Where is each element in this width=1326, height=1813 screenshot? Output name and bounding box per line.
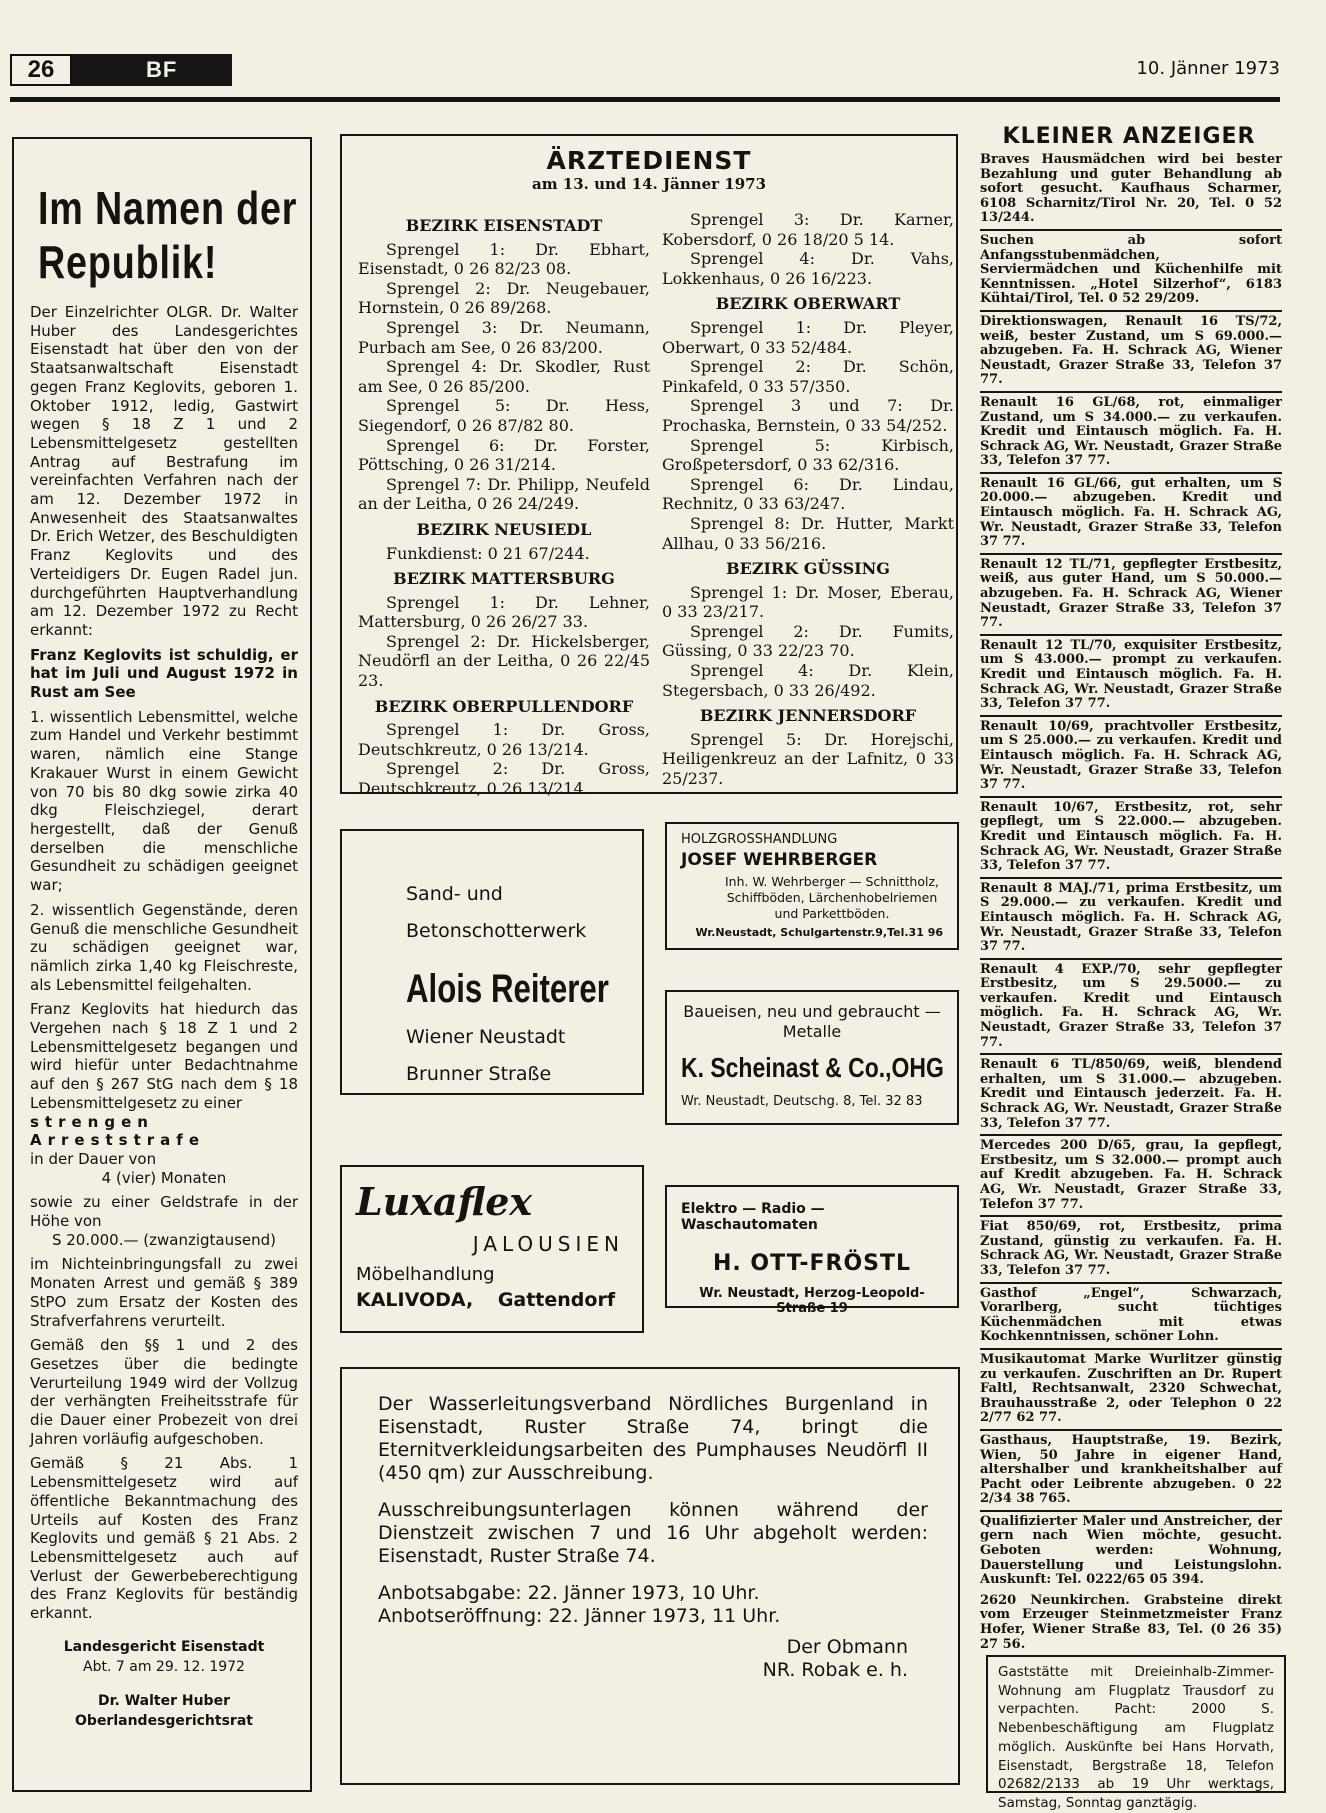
ad-description: Inh. W. Wehrberger — Schnittholz, Schiffböden, Lärchenhobelriemen und Parkettböden. <box>725 874 939 921</box>
verdict-paragraph: 2. wissentlich Gegenstände, deren Genuß die menschliche Gesundheit zu schädigen geeignet war, nämlich zirka 1,40 kg Fleischreste, als Lebensmittel feilgehalten. <box>30 900 298 994</box>
classified-item: Renault 6 TL/850/69, weiß, blendend erhalten, um S 31.000.— abzugeben. Kredit und Eintausch jederzeit. Fa. H. Schrack AG, Wr. Neustadt, Grazer Straße 33, Telefon 37 77. <box>980 1057 1282 1136</box>
doctor-entry: Sprengel 2: Dr. Neugebauer, Hornstein, 0 26 89/268. <box>358 278 650 318</box>
tender-signature-role: Der Obmann <box>786 1636 908 1658</box>
verdict-penalty-tail: in der Dauer von <box>30 1149 157 1168</box>
classified-item: Direktionswagen, Renault 16 TS/72, weiß, bester Zustand, um S 69.000.— abzugeben. Fa. H. Schrack AG, Wiener Neustadt, Grazer Straße 33, Telefon 37 77. <box>980 314 1282 393</box>
ad-address: Wr. Neustadt, Herzog-Leopold-Straße 19 <box>699 1286 925 1316</box>
ad-wehrberger <box>665 822 959 950</box>
classified-item: Renault 4 EXP./70, sehr gepflegter Erstbesitz, um S 29.5000.— zu verkaufen. Kredit und Eintausch möglich. Fa. H. Schrack AG, Wr. Neustadt, Grazer Straße 33, Telefon 37 77. <box>980 962 1282 1056</box>
doctor-service-title: ÄRZTEDIENST <box>546 146 752 175</box>
ad-scheinast <box>665 990 959 1125</box>
doctor-entry: Sprengel 4: Dr. Vahs, Lokkenhaus, 0 26 16/223. <box>662 249 954 288</box>
doctor-entry: Sprengel 4: Dr. Klein, Stegersbach, 0 33 26/492. <box>662 661 954 700</box>
doctor-entry: Sprengel 6: Dr. Lindau, Rechnitz, 0 33 63/247. <box>662 474 954 514</box>
ad-product: JALOUSIEN <box>472 1232 624 1256</box>
doctor-entry: Sprengel 3: Dr. Neumann, Purbach am See, 0 26 83/200. <box>358 317 650 357</box>
classified-item: Braves Hausmädchen wird bei bester Bezahlung und guter Behandlung ab sofort gesucht. Kaufhaus Scharmer, 6108 Scharnitz/Tirol Nr. 20, Tel. 0 52 13/244. <box>980 152 1282 231</box>
verdict-penalty: strengen Arreststrafe <box>30 1112 205 1150</box>
doctor-entry: Sprengel 2: Dr. Gross, Deutschkreutz, 0 26 13/214. <box>358 759 650 799</box>
verdict-judge: Dr. Walter Huber <box>98 1692 230 1709</box>
classified-item: 2620 Neunkirchen. Grabsteine direkt vom Erzeuger Steinmetzmeister Franz Hofer, Wiener Straße 83, Tel. (0 26 35) 27 56. <box>980 1592 1282 1652</box>
verdict-paragraph: Franz Keglovits ist schuldig, er hat im Juli und August 1972 in Rust am See <box>30 645 298 702</box>
district-heading: BEZIRK EISENSTADT <box>405 216 603 235</box>
ad-line: Sand- und <box>406 883 503 905</box>
verdict-paragraph: im Nichteinbringungsfall zu zwei Monaten Arrest und gemäß § 389 StPO zum Ersatz der Kosten des Strafverfahrens verurteilt. <box>30 1255 298 1330</box>
classifieds-list <box>980 152 1282 1657</box>
ad-line: Brunner Straße <box>406 1063 552 1085</box>
ad-line: Elektro — Radio — Waschautomaten <box>681 1201 825 1233</box>
classified-item: Renault 12 TL/70, exquisiter Erstbesitz, um S 43.000.— prompt zu verkaufen. Kredit und Eintausch möglich. Fa. H. Schrack AG, Wr. Neustadt, Grazer Straße 33, Telefon 37 77. <box>980 638 1282 717</box>
classified-item: Fiat 850/69, rot, Erstbesitz, prima Zustand, günstig zu verkaufen. Fa. H. Schrack AG, Wr. Neustadt, Grazer Straße 33, Telefon 37 77. <box>980 1219 1282 1283</box>
verdict-paragraph: 1. wissentlich Lebensmittel, welche zum Handel und Verkehr bestimmt waren, nämlich eine Stange Krakauer Wurst in einem Gewicht von 70 bis 80 dkg sowie zirka 40 dkg Fleischziegel, derart hergestellt, daß der Genuß derselben die menschliche Gesundheit zu schädigen geeignet war; <box>30 707 298 895</box>
doctor-entry: Sprengel 1: Dr. Lehner, Mattersburg, 0 26 26/27 33. <box>358 592 650 632</box>
court-verdict-box <box>12 137 312 1792</box>
doctor-entry: Sprengel 1: Dr. Pleyer, Oberwart, 0 33 52/484. <box>662 317 954 357</box>
doctor-service-date: am 13. und 14. Jänner 1973 <box>531 175 767 193</box>
doctor-entry: Sprengel 4: Dr. Skodler, Rust am See, 0 26 85/200. <box>358 357 650 396</box>
verdict-court: Landesgericht Eisenstadt <box>63 1638 265 1655</box>
page-number: 26 <box>10 54 72 86</box>
verdict-paragraph: Gemäß den §§ 1 und 2 des Gesetzes über die bedingte Verurteilung 1949 wird der Vollzug der verhängten Freiheitsstrafe für die Dauer einer Probezeit von drei Jahren vorläufig aufgeschoben. <box>30 1336 298 1448</box>
verdict-court-dept: Abt. 7 am 29. 12. 1972 <box>83 1658 245 1675</box>
doctor-entry: Sprengel 5: Dr. Hess, Siegendorf, 0 26 87/82 80. <box>358 396 650 435</box>
district-heading: BEZIRK JENNERSDORF <box>699 706 917 726</box>
verdict-title: Im Namen der Republik! <box>38 182 298 288</box>
verdict-paragraph: Der Einzelrichter OLGR. Dr. Walter Huber des Landesgerichtes Eisenstadt hat über den von der Staatsanwaltschaft Eisenstadt gegen Franz Keglovits, geboren 1. Oktober 1912, ledig, Gastwirt wegen § 18 Z 1 und 2 Lebensmittelgesetz gestellten Antrag auf Bestrafung im vereinfachten Verfahren nach der am 12. Dezember 1972 in Anwesenheit des Staatsanwaltes Dr. Erich Wetzer, des Beschuldigten Franz Keglovits und des Verteidigers Dr. Eugen Radel jun. durchgeführten Hauptverhandlung am 12. Dezember 1972 zu Recht erkannt: <box>30 303 299 639</box>
doctor-entry: Sprengel 7: Dr. Philipp, Neufeld an der Leitha, 0 26 24/249. <box>358 474 650 514</box>
ad-shop-type: Möbelhandlung <box>356 1264 495 1285</box>
doctor-entry: Sprengel 1: Dr. Ebhart, Eisenstadt, 0 26 82/23 08. <box>358 239 650 279</box>
doctor-column-left <box>358 210 650 799</box>
verdict-judge-title: Oberlandesgerichtsrat <box>75 1712 253 1729</box>
ad-company-name: H. OTT-FRÖSTL <box>712 1251 912 1276</box>
ad-line: Wiener Neustadt <box>406 1026 566 1048</box>
tender-opening: Anbotseröffnung: 22. Jänner 1973, 11 Uhr. <box>378 1605 781 1627</box>
ad-address: Wr.Neustadt, Schulgartenstr.9,Tel.31 96 <box>695 926 943 939</box>
classified-item: Mercedes 200 D/65, grau, Ia gepflegt, Erstbesitz, um S 32.000.— prompt auch auf Kredit abzugeben. Fa. H. Schrack AG, Wr. Neustadt, Grazer Straße 33, Telefon 37 77. <box>980 1138 1282 1217</box>
classified-item: Gasthaus, Hauptstraße, 19. Bezirk, Wien, 50 Jahre in eigener Hand, altershalber und krankheitshalber auf Pacht oder Leibrente abzugeben. 0 22 2/34 38 765. <box>980 1433 1282 1512</box>
tender-signature-name: NR. Robak e. h. <box>762 1659 908 1681</box>
doctor-entry: Sprengel 2: Dr. Fumits, Güssing, 0 33 22/23 70. <box>662 621 954 661</box>
classifieds-title: KLEINER ANZEIGER <box>1002 124 1256 149</box>
ad-company-name: K. Scheinast & Co.,OHG <box>681 1052 944 1083</box>
tender-deadline: Anbotsabgabe: 22. Jänner 1973, 10 Uhr. <box>378 1582 760 1604</box>
verdict-fine: S 20.000.— (zwanzigtausend) <box>51 1230 277 1249</box>
classified-item: Renault 12 TL/71, gepflegter Erstbesitz, weiß, aus guter Hand, um S 50.000.— abzugeben. Fa. H. Schrack AG, Wiener Neustadt, Grazer Straße 33, Telefon 37 77. <box>980 557 1282 636</box>
doctor-entry: Funkdienst: 0 21 67/244. <box>386 543 590 563</box>
district-heading: BEZIRK GÜSSING <box>726 559 890 579</box>
district-heading: BEZIRK OBERPULLENDORF <box>374 696 634 716</box>
classified-item: Qualifizierter Maler und Anstreicher, der gern nach Wien möchte, gesucht. Geboten werden: Wohnung, Dauerstellung und Leistungslohn. Auskunft: Tel. 0222/65 05 394. <box>980 1513 1282 1588</box>
doctor-entry: Sprengel 3: Dr. Karner, Kobersdorf, 0 26 18/20 5 14. <box>662 210 954 249</box>
classified-item: Renault 16 GL/66, gut erhalten, um S 20.000.— abzugeben. Kredit und Eintausch möglich. Fa. H. Schrack AG, Wr. Neustadt, Grazer Straße 33, Telefon 37 77. <box>980 476 1282 555</box>
doctor-entry: Sprengel 6: Dr. Forster, Pöttsching, 0 26 31/214. <box>358 435 650 475</box>
ad-tender-notice <box>340 1367 960 1785</box>
header-rule <box>10 97 1280 102</box>
verdict-paragraph: Franz Keglovits hat hiedurch das Vergehen nach § 18 Z 1 und 2 Lebensmittelgesetz begangen und wird hiefür unter Bedachtnahme auf den § 267 StG nach dem § 18 Lebensmittelgesetz zu einer <box>30 1000 298 1112</box>
district-heading: BEZIRK MATTERSBURG <box>393 569 615 589</box>
doctor-entry: Sprengel 5: Kirbisch, Großpetersdorf, 0 33 62/316. <box>662 435 954 475</box>
classified-item: Renault 10/67, Erstbesitz, rot, sehr gepflegt, um S 22.000.— abzugeben. Kredit und Eintausch möglich. Fa. H. Schrack AG, Wr. Neustadt, Grazer Straße 33, Telefon 37 77. <box>980 800 1282 879</box>
classified-item: Renault 10/69, prachtvoller Erstbesitz, um S 25.000.— zu verkaufen. Kredit und Eintausch möglich. Fa. H. Schrack AG, Wr. Neustadt, Grazer Straße 33, Telefon 37 77. <box>980 719 1282 798</box>
ad-line: Betonschotterwerk <box>406 920 587 942</box>
ad-line: Baueisen, neu und gebraucht — Metalle <box>683 1002 941 1041</box>
ad-ott-froestl <box>665 1185 959 1316</box>
classified-item: Suchen ab sofort Anfangsstubenmädchen, Serviermädchen und Küchenhilfe mit Kenntnissen. „Hotel Silzerhof“, 6183 Kühtai/Tirol, Tel. 0 52 29/209. <box>980 233 1282 312</box>
doctor-entry: Sprengel 2: Dr. Hickelsberger, Neudörfl an der Leitha, 0 26 22/45 23. <box>358 631 650 691</box>
luxaflex-logo: Luxaflex <box>356 1179 533 1224</box>
doctor-entry: Sprengel 1: Dr. Gross, Deutschkreutz, 0 26 13/214. <box>358 720 650 759</box>
doctor-entry: Sprengel 8: Dr. Hutter, Markt Allhau, 0 33 56/216. <box>662 513 954 553</box>
doctor-entry: Sprengel 2: Dr. Schön, Pinkafeld, 0 33 57/350. <box>662 357 954 396</box>
tender-paragraph: Der Wasserleitungsverband Nördliches Burgenland in Eisenstadt, Ruster Straße 74, bringt die Eternitverkleidungsarbeiten des Pumphauses Neudörfl II (450 qm) zur Ausschreibung. <box>378 1393 928 1484</box>
doctor-entry: Sprengel 3 und 7: Dr. Prochaska, Bernstein, 0 33 54/252. <box>662 396 954 435</box>
doctor-entry: Sprengel 5: Dr. Horejschi, Heiligenkreuz an der Lafnitz, 0 33 25/237. <box>662 729 954 789</box>
classified-boxed-ad: Gaststätte mit Dreieinhalb-Zimmer-Wohnung am Flugplatz Trausdorf zu verpachten. Pacht: 2000 S. Nebenbeschäftigung am Flugplatz möglich. Auskünfte bei Hans Horvath, Eisenstadt, Bergstraße 18, Telefon 02682/2133 ab 19 Uhr werktags, Samstag, Sonntag ganztägig. <box>986 1655 1286 1793</box>
verdict-duration: 4 (vier) Monaten <box>101 1168 227 1187</box>
district-heading: BEZIRK OBERWART <box>715 294 901 314</box>
district-heading: BEZIRK NEUSIEDL <box>416 519 592 539</box>
issue-date: 10. Jänner 1973 <box>1136 58 1280 79</box>
ad-address: Wr. Neustadt, Deutschg. 8, Tel. 32 83 <box>681 1094 923 1109</box>
doctor-service-box <box>340 134 958 799</box>
ad-reiterer <box>340 829 644 1095</box>
doctor-entry: Sprengel 1: Dr. Moser, Eberau, 0 33 23/217. <box>662 582 954 622</box>
ad-place: Gattendorf <box>497 1289 616 1311</box>
ad-company-name: KALIVODA, <box>356 1289 474 1311</box>
ad-company-name: Alois Reiterer <box>406 967 609 1011</box>
ad-trade: HOLZGROSSHANDLUNG <box>681 832 838 847</box>
classified-item: Renault 8 MAJ./71, prima Erstbesitz, um S 29.000.— zu verkaufen. Kredit und Eintausch möglich. Fa. H. Schrack AG, Wr. Neustadt, Grazer Straße 33, Telefon 37 77. <box>980 881 1282 960</box>
ad-luxaflex <box>340 1165 644 1333</box>
classified-item: Musikautomat Marke Wurlitzer günstig zu verkaufen. Zuschriften an Dr. Rupert Faltl, Rechtsanwalt, 2320 Schwechat, Brauhausstraße 2, oder Telephon 0 22 2/77 62 77. <box>980 1352 1282 1431</box>
doctor-column-right <box>662 210 954 789</box>
verdict-paragraph: Gemäß § 21 Abs. 1 Lebensmittelgesetz wird auf öffentliche Bekanntmachung des Urteils auf Kosten des Franz Keglovits und gemäß § 21 Abs. 2 Lebensmittelgesetz auch auf Verlust der Gewerbeberechtigung des Franz Keglovits für beständig erkannt. <box>30 1454 298 1623</box>
verdict-fine-intro: sowie zu einer Geldstrafe in der Höhe von <box>30 1193 298 1231</box>
classified-item: Renault 16 GL/68, rot, einmaliger Zustand, um S 34.000.— zu verkaufen. Kredit und Eintausch möglich. Fa. H. Schrack AG, Wr. Neustadt, Grazer Straße 33, Telefon 37 77. <box>980 395 1282 474</box>
ad-company-name: JOSEF WEHRBERGER <box>681 850 878 870</box>
classified-item: Gasthof „Engel“, Schwarzach, Vorarlberg, sucht tüchtiges Küchenmädchen mit etwas Kochkenntnissen, schöner Lohn. <box>980 1286 1282 1350</box>
tender-paragraph: Ausschreibungsunterlagen können während der Dienstzeit zwischen 7 und 16 Uhr abgeholt werden: Eisenstadt, Ruster Straße 74. <box>378 1499 928 1567</box>
section-label: BF <box>72 54 232 86</box>
